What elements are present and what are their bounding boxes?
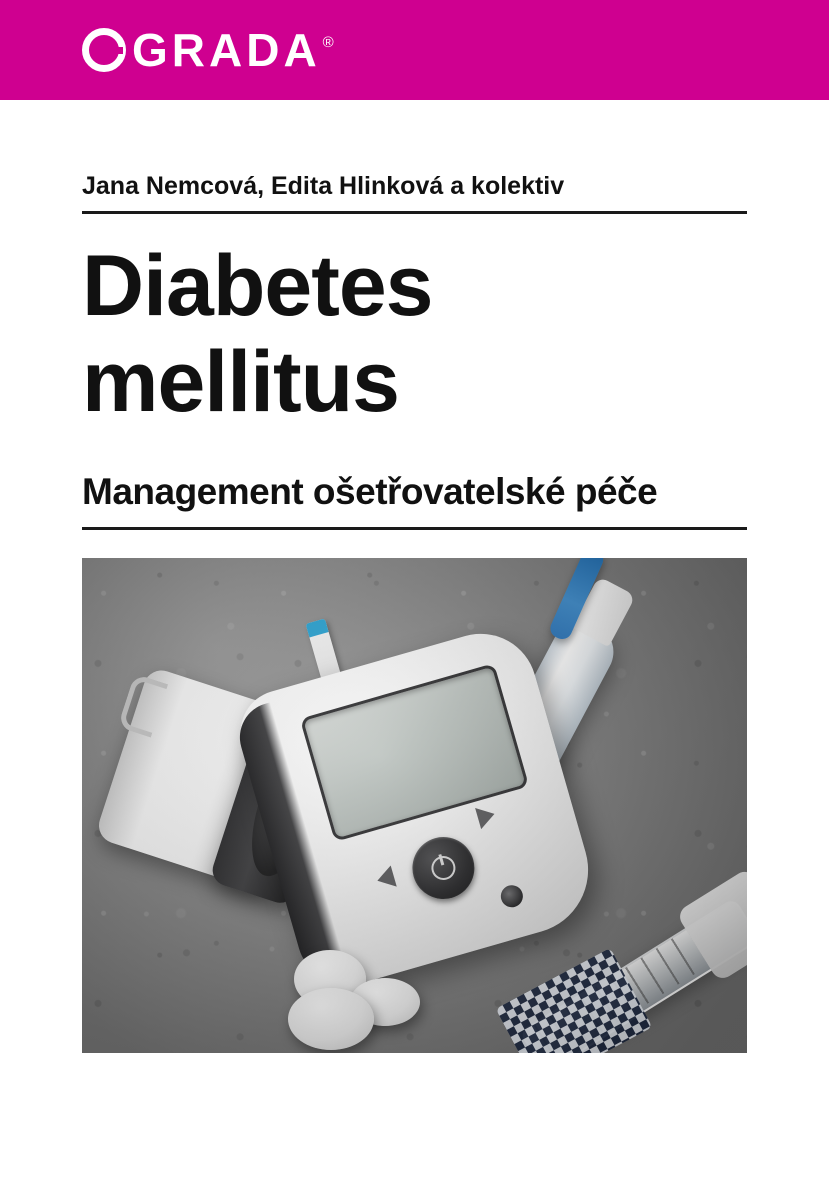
grada-circle-logo-icon	[82, 28, 126, 72]
publisher-name: GRADA	[132, 24, 321, 76]
title-line-1: Diabetes	[82, 238, 433, 334]
title-line-2: mellitus	[82, 334, 399, 431]
divider-under-authors	[82, 211, 747, 214]
photo-vignette	[82, 558, 747, 1053]
authors: Jana Nemcová, Edita Hlinková a kolektiv	[82, 172, 565, 200]
publisher-band	[0, 0, 829, 100]
book-title	[82, 238, 747, 431]
grada-logo	[82, 24, 334, 76]
divider-under-subtitle	[82, 527, 747, 530]
registered-mark: ®	[322, 34, 334, 51]
book-cover	[0, 172, 829, 1109]
cover-photo	[82, 558, 747, 1053]
bottom-margin	[82, 1053, 747, 1109]
book-subtitle: Management ošetřovatelské péče	[82, 470, 658, 512]
